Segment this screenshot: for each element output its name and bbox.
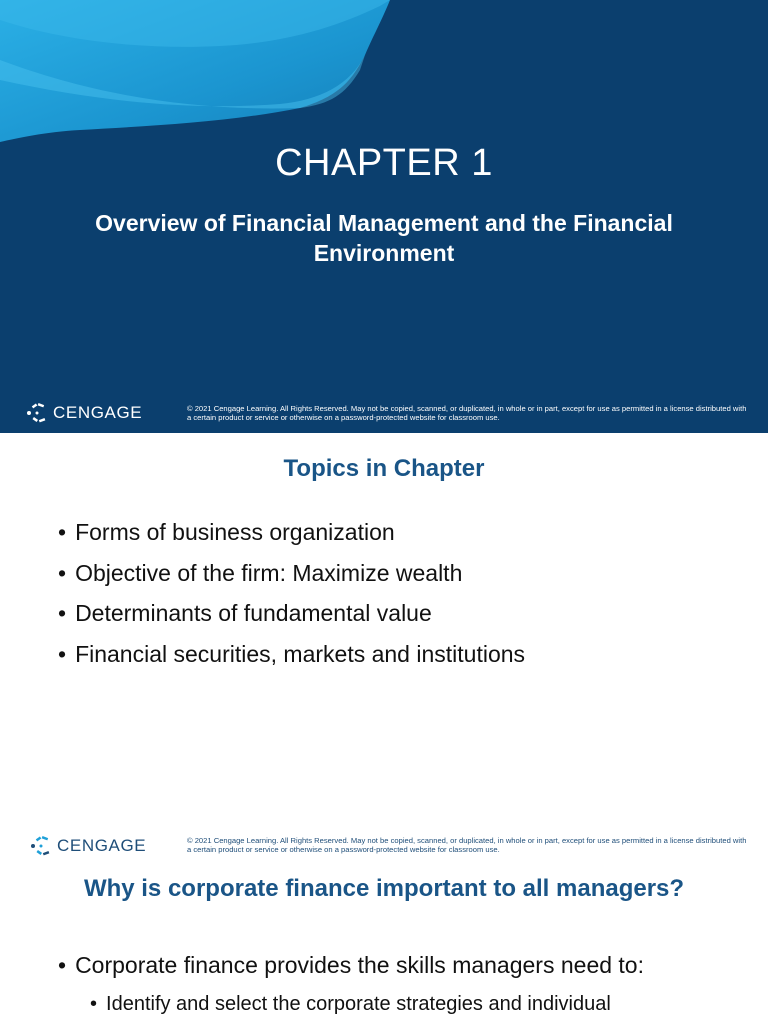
logo-text: CENGAGE	[53, 403, 143, 422]
list-item: • Objective of the firm: Maximize wealth	[58, 559, 463, 586]
copyright-notice: © 2021 Cengage Learning. All Rights Reserved. May not be copied, scanned, or duplicated, in whole or in part, except for use as permitted in a license distributed with a certain product or service or otherwise on a password-protected website for classroom use.	[187, 836, 747, 854]
bullet-dot: •	[58, 640, 67, 667]
list-item: • Forms of business organization	[58, 519, 395, 545]
topics-slide	[0, 433, 768, 863]
bullet-dot: •	[58, 559, 67, 586]
bullet-dot: •	[90, 993, 98, 1015]
list-item: • Corporate finance provides the skills managers need to:	[58, 952, 644, 978]
slide-title: Why is corporate finance important to all managers?	[83, 875, 685, 902]
list-item: • Determinants of fundamental value	[58, 600, 432, 626]
sub-list-item: • Identify and select the corporate strategies and individual	[90, 993, 611, 1015]
corporate-finance-slide	[0, 863, 768, 1024]
chapter-label: CHAPTER 1	[275, 142, 493, 184]
bullet-dot: •	[58, 519, 67, 545]
bullet-dot: •	[58, 600, 67, 626]
slide-title: Topics in Chapter	[283, 455, 485, 482]
cengage-logo	[26, 402, 142, 424]
topic-list	[58, 518, 525, 680]
cengage-logo-icon	[26, 402, 48, 424]
bullet-dot: •	[58, 952, 67, 978]
chapter-subtitle: Overview of Financial Management and the Financial Environment	[95, 210, 673, 266]
cengage-logo-icon	[30, 835, 52, 857]
cengage-logo	[30, 835, 146, 857]
logo-text: CENGAGE	[57, 836, 147, 855]
copyright-notice: © 2021 Cengage Learning. All Rights Reserved. May not be copied, scanned, or duplicated, in whole or in part, except for use as permitted in a license distributed with a certain product or service or otherwise on a password-protected website for classroom use.	[187, 404, 747, 422]
title-slide	[0, 0, 768, 433]
list-item: • Financial securities, markets and institutions	[58, 640, 526, 667]
